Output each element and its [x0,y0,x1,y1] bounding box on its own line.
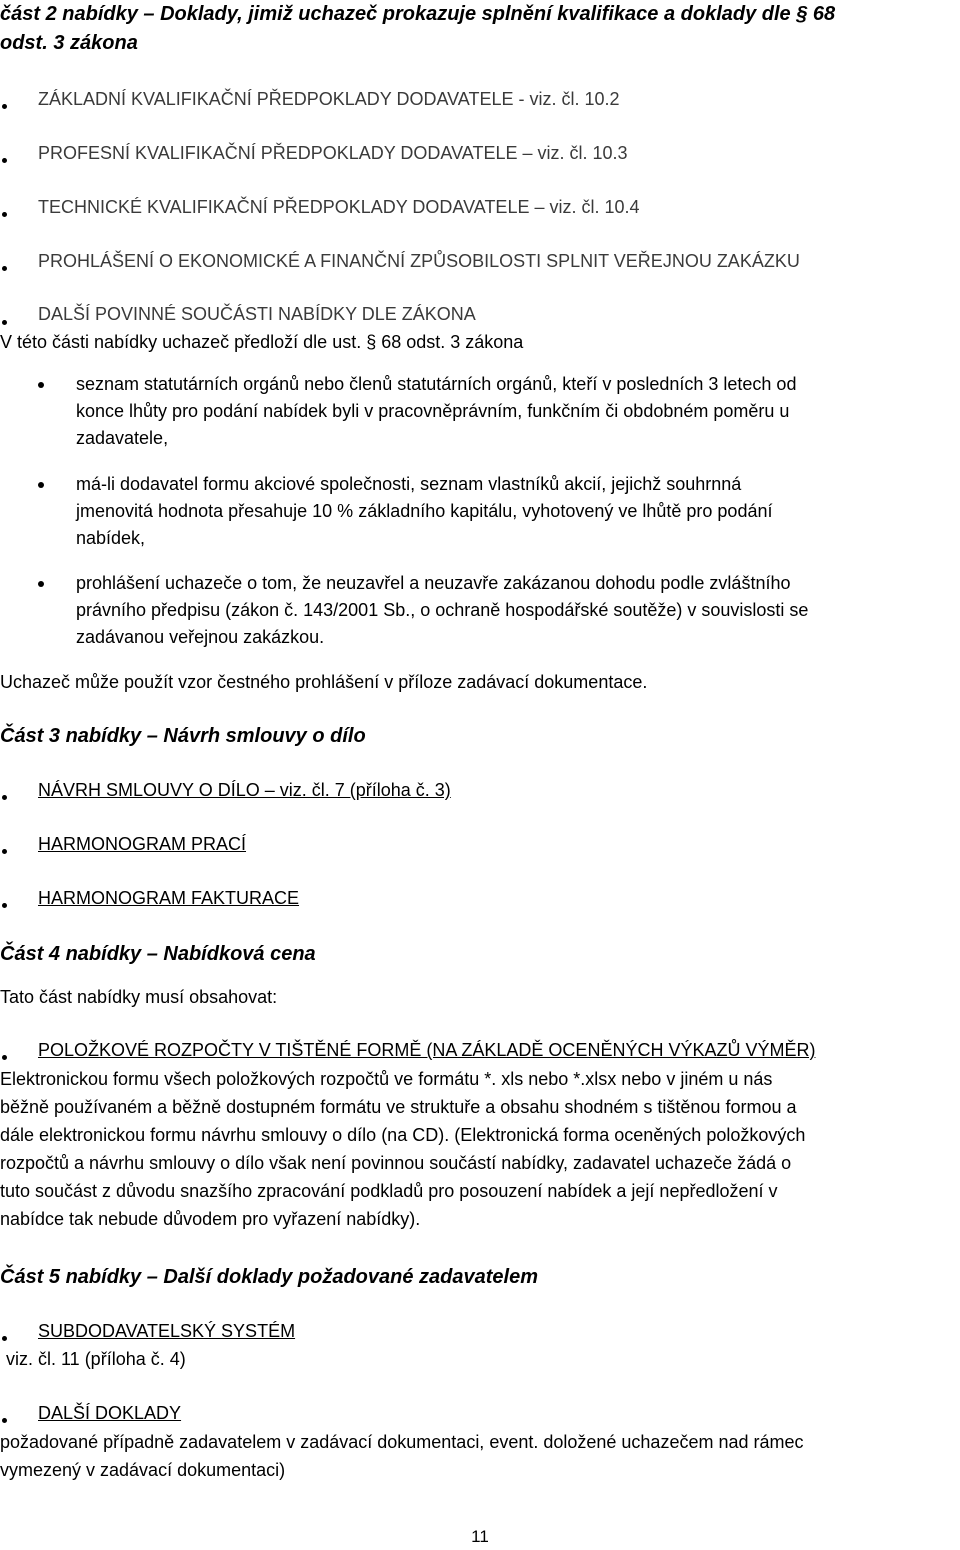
part4-item: POLOŽKOVÉ ROZPOČTY V TIŠTĚNÉ FORMĚ (NA ZÁKLADĚ OCENĚNÝCH VÝKAZŮ VÝMĚR) [38,1040,816,1060]
part2-subitem: seznam statutárních orgánů nebo členů statutárních orgánů, kteří v posledních 3 letech od konce lhůty pro podání nabídek byli v pracovněprávním, funkčním či obdobném poměru u zadavatele, [76,374,797,448]
bullet-icon [2,158,7,163]
heading-part2-line2: odst. 3 zákona [0,32,138,54]
part5-item-text: požadované případně zadavatelem v zadávací dokumentaci, event. doložené uchazečem nad rámec vymezený v zadávací dokumentaci) [0,1432,804,1480]
part3-item: NÁVRH SMLOUVY O DÍLO – viz. čl. 7 (příloha č. 3) [38,780,451,800]
part3-item: HARMONOGRAM PRACÍ [38,834,247,854]
bullet-icon [2,1055,7,1060]
part2-item: TECHNICKÉ KVALIFIKAČNÍ PŘEDPOKLADY DODAVATELE – viz. čl. 10.4 [38,197,640,217]
bullet-icon [38,482,44,488]
heading-part2-line1: část 2 nabídky – Doklady, jimiž uchazeč prokazuje splnění kvalifikace a doklady dle § 68 [0,3,836,25]
bullet-icon [2,849,7,854]
heading-part5: Část 5 nabídky – Další doklady požadované zadavatelem [0,1266,538,1288]
bullet-icon [2,1418,7,1423]
part2-item: DALŠÍ POVINNÉ SOUČÁSTI NABÍDKY DLE ZÁKONA [38,304,476,324]
part2-note: Uchazeč může použít vzor čestného prohlášení v příloze zadávací dokumentace. [0,672,648,692]
part2-item: PROHLÁŠENÍ O EKONOMICKÉ A FINANČNÍ ZPŮSOBILOSTI SPLNIT VEŘEJNOU ZAKÁZKU [38,251,800,271]
bullet-icon [2,1336,7,1341]
part2-subitem: prohlášení uchazeče o tom, že neuzavřel a neuzavře zakázanou dohodu podle zvláštního právního předpisu (zákon č. 143/2001 Sb., o ochraně hospodářské soutěže) v souvislosti se zadávanou veřejnou zakázkou. [76,573,809,647]
bullet-icon [2,212,7,217]
part2-subitem: má-li dodavatel formu akciové společnosti, seznam vlastníků akcií, jejichž souhrnná jmenovitá hodnota přesahuje 10 % základního kapitálu, vyhotovený ve lhůtě pro podání nabídek, [76,474,773,548]
part2-item: PROFESNÍ KVALIFIKAČNÍ PŘEDPOKLADY DODAVATELE – viz. čl. 10.3 [38,143,628,163]
heading-part3: Část 3 nabídky – Návrh smlouvy o dílo [0,725,366,747]
part3-item: HARMONOGRAM FAKTURACE [38,888,300,908]
part5-item-text: viz. čl. 11 (příloha č. 4) [6,1349,186,1369]
bullet-icon [2,104,7,109]
bullet-icon [2,795,7,800]
bullet-icon [38,382,44,388]
part2-item: ZÁKLADNÍ KVALIFIKAČNÍ PŘEDPOKLADY DODAVATELE - viz. čl. 10.2 [38,89,620,109]
part4-text: Elektronickou formu všech položkových rozpočtů ve formátu *. xls nebo *.xlsx nebo v jiném u nás běžně používaném a běžně dostupném formátu ve struktuře a obsahu shodném s tištěnou formou a dále elektronickou formu návrhu smlouvy o dílo (na CD). (Elektronická forma oceněných položkových rozpočtů a návrhu smlouvy o dílo však není povinnou součástí nabídky, zadavatel uchazeče žádá o tuto součást z důvodu snazšího zpracování podkladů pro posouzení nabídek a její nepředložení v nabídce tak nebude důvodem pro vyřazení nabídky). [0,1069,806,1229]
bullet-icon [38,581,44,587]
part2-intro: V této části nabídky uchazeč předloží dle ust. § 68 odst. 3 zákona [0,332,524,352]
part5-item: DALŠÍ DOKLADY [38,1403,182,1423]
part4-intro: Tato část nabídky musí obsahovat: [0,987,278,1007]
part5-item: SUBDODAVATELSKÝ SYSTÉM [38,1321,296,1341]
heading-part4: Část 4 nabídky – Nabídková cena [0,943,316,965]
bullet-icon [2,266,7,271]
bullet-icon [2,320,7,325]
page-number: 11 [471,1527,489,1546]
bullet-icon [2,903,7,908]
